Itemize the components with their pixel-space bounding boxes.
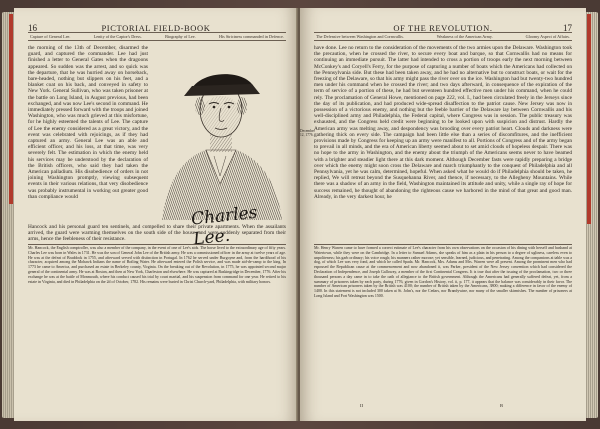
signature-mark: B (500, 403, 504, 408)
right-red-edge (587, 14, 591, 224)
right-page-number: 17 (563, 23, 572, 33)
right-running-head: OF THE REVOLUTION. (393, 23, 493, 33)
left-column-head: Capture of General Lee. (30, 34, 71, 39)
right-body-text: have done. Lee no return to the consideration of the movements of the two armies upon the Delaware. Washington took the precaution, when he crossed the river, to secure every boat and barque, so that Cornwallis had no means for continuing an immediate pursuit. The latter had intended to cross a portion of troops early the next morning between McConkey's and Coryell's Ferry, for the purpose of capturing a number of boats which the Americans had collected on the Pennsylvania side. But these had been taken away, and he had no alternative but to construct boats, or wait for the freezing of the Delaware, so that his army might pass the river over on the ice. Washington had but twenty-two hundred men under his command when he crossed the river; and two days afterward, in consequence of the expiration of the term of service of a portion of these, he had but seventeen hundred effective men under his command, when he could rely. The proclamation of General Howe, mentioned on page 222, vol. I., had been circulated freely in the Jerseys since the day of its publication, and had produced wide-spread disaffection to the patriot cause. New Jersey was now in possession of a victorious enemy, and nothing but the feeble barrier of the Delaware lay between Cornwallis and his well-disciplined army and Philadelphia, the Federal capital, where Congress was in session. The public treasury was exhausted, and the Congress held credit were beginning to be looked upon with suspicion and distrust. Hardly the American army was melting away, and despondency was brooding over every patriot heart. Clouds and darkness were gathering thick on every side. The campaign had been little else than a series of discomfitures, and the inefficient provisions made by Congress for keeping up an army were manifest to all. Portions of Congress and of the army began to prevail in all minds, and the era of American liberty seemed about to set amid clouds of hopeless despair. There was no hope to the army in Washington, and the enemy about the triumph of the Americans seems never to have beamed with a brighter and steadier light there at this dark moment. Although December fasts were rapidly preparing a bridge over which the enemy might soon cross the Delaware and march triumphantly to the conquest of Philadelphia and all Pennsylvania, yet he was calm, determined, hopeful. When asked what he would do if Philadelphia should be taken, he replied, We will retreat beyond the Susquehanna River, and thence, if necessary, to the Allegheny Mountains. While there was a shadow of an army in the field, Washington maintained its attitude and unity, while a single ray of hope for success remained, he thought of abandoning the righteous cause we harbored in the mind of that great and good man. Already, in the very darkest hour, he (314, 45, 572, 200)
lee-signature: Charles Lee. (190, 202, 259, 250)
right-footnotes: Mr. Henry Warren came to have formed a correct estimate of Lee's character from his own observations on the occasion of his dining with herself and husband at Watertown, while they were on the Cambridge. In a letter to Samuel Adams, she speaks of him as a plain in his person to a degree of ugliness, careless even to unpoliteness; his garb ordinary; his voice rough; his manners rather morose; yet sensible, learned, judicious, and penetrating. Among the companions at table was a dog, of which Lee was very fond, and which he called Spada. Mr. Hancock, Mrs. Adams and Mrs. Warren were all present. Among the prominent men who had espoused the Republican cause at the commencement and now abandoned it, was Parker, president of the New Jersey convention which had considered the Declaration of Independence, and Joseph Galloway, a member of the first Continental Congress. It is true that after the issuing of the proclamation, two or three thousand persons a day came in to take the oath of allegiance to the British government. Although the Americans had generally suffered defeat, yet, from a summary of prisoners taken by each party, during 1776, given in Gordon's History, vol. ii, p. 177, it appears that the balance was considerably in their favor. The number of American prisoners taken by the British was 4100; the number of British taken by the Americans, 3800; making a difference in favor of the enemy of 1400. In this statement is not included 300 taken at St. John's, nor the Cedars, nor Brandywine, nor many of the smaller skirmishes. The number of prisoners at Long Island and Fort Washington was 1500. (314, 246, 572, 298)
signature-mark-left: II (360, 403, 363, 408)
portrait-engraving (154, 44, 286, 220)
left-footnote-rule (28, 244, 286, 245)
left-column-head: Lenity of the Captor's Dress. (93, 34, 142, 39)
right-column-head: Gloomy Aspect of Affairs. (525, 34, 570, 39)
left-column-head: His Strictness commanded in Defence. (218, 34, 284, 39)
right-page (300, 8, 586, 421)
left-column-head: Biography of Lee. (165, 34, 196, 39)
left-page-number: 16 (28, 23, 37, 33)
right-footnote-rule (314, 244, 572, 245)
right-column-heads (314, 32, 572, 41)
left-column-heads (28, 32, 286, 41)
left-continuation-text: Hancock and his personal guard ten sentinels, and compelled to share their private apartments. When the assailants arrived, the guard were warming themselves on the south side of the house, and were suddenly separated from their arms, hence the feebleness of their resistance. (28, 224, 286, 243)
left-running-head: PICTORIAL FIELD-BOOK (101, 23, 211, 33)
margin-date-note: December 12, 1776. (300, 129, 315, 138)
left-footnotes: Mr. Hancock, the English comptroller, was also a member of the company, in the event of one of Lee's aids. The horse lived to the extraordinary age of fifty years. Charles Lee was born in Wales in 1731. He was the son of General John Lee of the British army. He was a commissioned officer in the army at twelve years of age. He was at the defeat of Braddock in 1755, and afterward served with distinction in Portugal. In 1762 he served under Burgoyne and, from the hardihood of his character, acquired among the Mohawk Indians the name of Boiling Water. He afterward entered the Polish service, and was made aid-de-camp to the king. In 1773 he came to America, and purchased an estate in Berkeley county, Virginia. On the breaking out of the Revolution, in 1775, he was appointed second major general of the continental army. He was at Boston, and then at New York, Charleston and elsewhere. He was captured at Baskingridge in December, 1776. After his exchange he was at the battle of Monmouth, where his conduct caused his trial by court martial, and his suspension from command for one year. He retired to his estate in Virginia, and died in Philadelphia on the 2d of October, 1782. His remains were buried in Christ Church-yard, Philadelphia, with military honors. (28, 246, 286, 284)
right-column-head: Weakness of the American Army. (436, 34, 493, 39)
left-body-text: the morning of the 13th of December, disarmed the guard, and captured the commander. Lee had just finished a letter to General Gates when the dragoons appeared. So sudden was the arrest, and so quick was the departure, that he was hurried away on horseback, bare-headed, nothing but slippers on his feet, and a blanket coat on his back, and conveyed in safety to New York. General Sullivan, who was taken prisoner at the battle on Long Island, in August previous, had been exchanged, and was now Lee's second in command. He immediately pressed forward with the troops and joined Washington, who was much grieved at this misfortune, for he highly esteemed the talents of Lee. The capture of Lee the enemy considered as a great victory, and the event was celebrated with rejoicings, as if they had captured an army. General Lee was an able and efficient officer, and his loss, at that time, was very severely felt. The estimation in which the enemy held his services may be understood by the declaration of the British officers, who said they had taken the American palladium. His disobedience of orders in not joining Washington promptly, viewing subsequent events in their various relations, that very disobedience was probably instrumental in working out greater good than compliance would (28, 45, 148, 200)
left-page (14, 8, 298, 421)
right-column-head: The Defensive between Washington and Cornwallis. (316, 34, 404, 39)
left-red-edge (9, 14, 13, 204)
